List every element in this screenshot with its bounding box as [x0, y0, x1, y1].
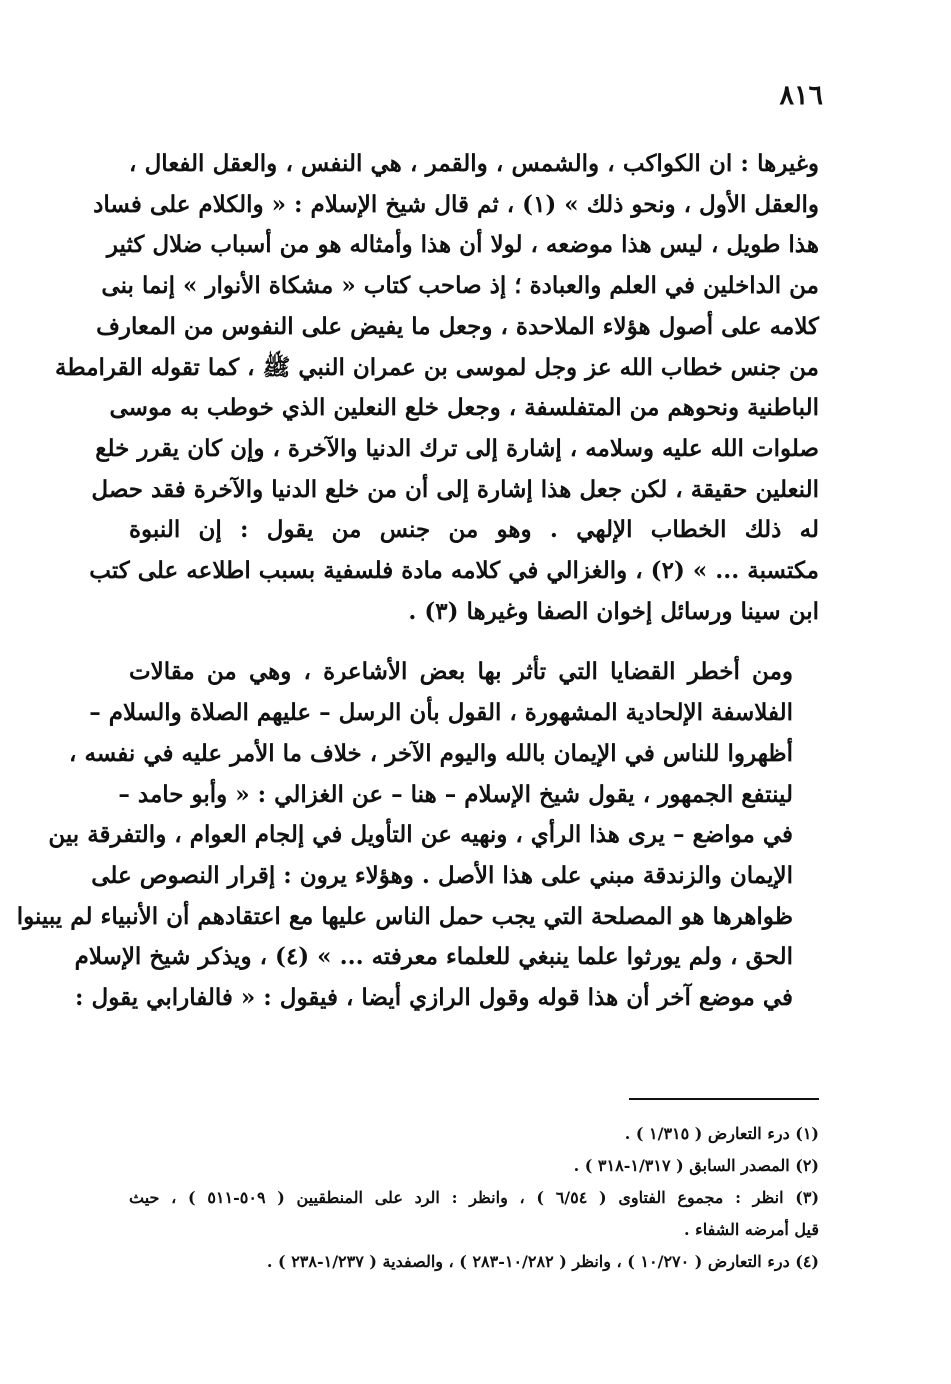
- text-line: مكتسبة ... » (٢) ، والغزالي في كلامه مادة فلسفية بسبب اطلاعه على كتب: [89, 557, 819, 585]
- text-line: الفلاسفة الإلحادية المشهورة ، القول بأن الرسل – عليهم الصلاة والسلام –: [89, 699, 793, 727]
- text-line: صلوات الله عليه وسلامه ، إشارة إلى ترك الدنيا والآخرة ، وإن كان يقرر خلع: [95, 434, 819, 462]
- text-line: من جنس خطاب الله عز وجل لموسى بن عمران النبي ﷺ ، كما تقوله القرامطة: [55, 353, 819, 381]
- text-line: النعلين حقيقة ، لكن جعل هذا إشارة إلى أن من خلع الدنيا والآخرة فقد حصل: [91, 475, 819, 503]
- text-line: والعقل الأول ، ونحو ذلك » (١) ، ثم قال شيخ الإسلام : « والكلام على فساد: [93, 190, 819, 218]
- text-line: أظهروا للناس في الإيمان بالله واليوم الآخر ، خلاف ما الأمر عليه في نفسه ،: [69, 739, 793, 767]
- footnote-1: (١) درء التعارض ( ١/٣١٥ ) .: [624, 1124, 819, 1143]
- page-number: ٨١٦: [779, 80, 823, 111]
- paragraph-1: [55, 144, 819, 632]
- footnote-2: (٢) المصدر السابق ( ١/٣١٧-٣١٨ ) .: [573, 1156, 819, 1175]
- text-line: له ذلك الخطاب الإلهي . وهو من جنس من يقول : إن النبوة: [129, 516, 819, 544]
- text-line: ومن أخطر القضايا التي تأثر بها بعض الأشاعرة ، وهي من مقالات: [129, 658, 793, 686]
- text-line: وغيرها : ان الكواكب ، والشمس ، والقمر ، هي النفس ، والعقل الفعال ،: [129, 150, 819, 177]
- text-line: في موضع آخر أن هذا قوله وقول الرازي أيضا ، فيقول : « فالفارابي يقول :: [75, 984, 793, 1012]
- footnote-3-continuation: قيل أمرضه الشفاء .: [684, 1220, 819, 1239]
- text-line: هذا طويل ، ليس هذا موضعه ، لولا أن هذا وأمثاله هو من أسباب ضلال كثير: [106, 231, 819, 259]
- paragraph-2: [16, 652, 819, 1018]
- footnote-separator: [629, 1098, 819, 1100]
- text-line: لينتفع الجمهور ، يقول شيخ الإسلام – هنا – عن الغزالي : « وأبو حامد –: [118, 780, 793, 808]
- footnotes: [129, 1118, 819, 1278]
- text-line: ابن سينا ورسائل إخوان الصفا وغيرها (٣) .: [408, 597, 819, 625]
- text-line: كلامه على أصول هؤلاء الملاحدة ، وجعل ما يفيض على النفوس من المعارف: [96, 312, 819, 340]
- text-line: الإيمان والزندقة مبني على هذا الأصل . وهؤلاء يرون : إقرار النصوص على: [91, 861, 793, 889]
- body-text: [16, 144, 819, 1019]
- footnote-3: (٣) انظر : مجموع الفتاوى ( ٦/٥٤ ) ، وانظر : الرد على المنطقيين ( ٥٠٩-٥١١ ) ، حيث: [129, 1188, 820, 1207]
- text-line: من الداخلين في العلم والعبادة ؛ إذ صاحب كتاب « مشكاة الأنوار » إنما بنى: [101, 272, 819, 300]
- footnote-4: (٤) درء التعارض ( ١٠/٢٧٠ ) ، وانظر ( ١٠/٢٨٢-٢٨٣ ) ، والصفدية ( ١/٢٣٧-٢٣٨ ) .: [266, 1252, 819, 1271]
- text-line: ظواهرها هو المصلحة التي يجب حمل الناس عليها مع اعتقادهم أن الأنبياء لم يبينوا: [16, 902, 793, 930]
- text-line: الحق ، ولم يورثوا علما ينبغي للعلماء معرفته ... » (٤) ، ويذكر شيخ الإسلام: [74, 943, 793, 971]
- text-line: الباطنية ونحوهم من المتفلسفة ، وجعل خلع النعلين الذي خوطب به موسى: [109, 394, 819, 422]
- text-line: في مواضع – يرى هذا الرأي ، ونهيه عن التأويل في إلجام العوام ، والتفرقة بين: [48, 821, 793, 849]
